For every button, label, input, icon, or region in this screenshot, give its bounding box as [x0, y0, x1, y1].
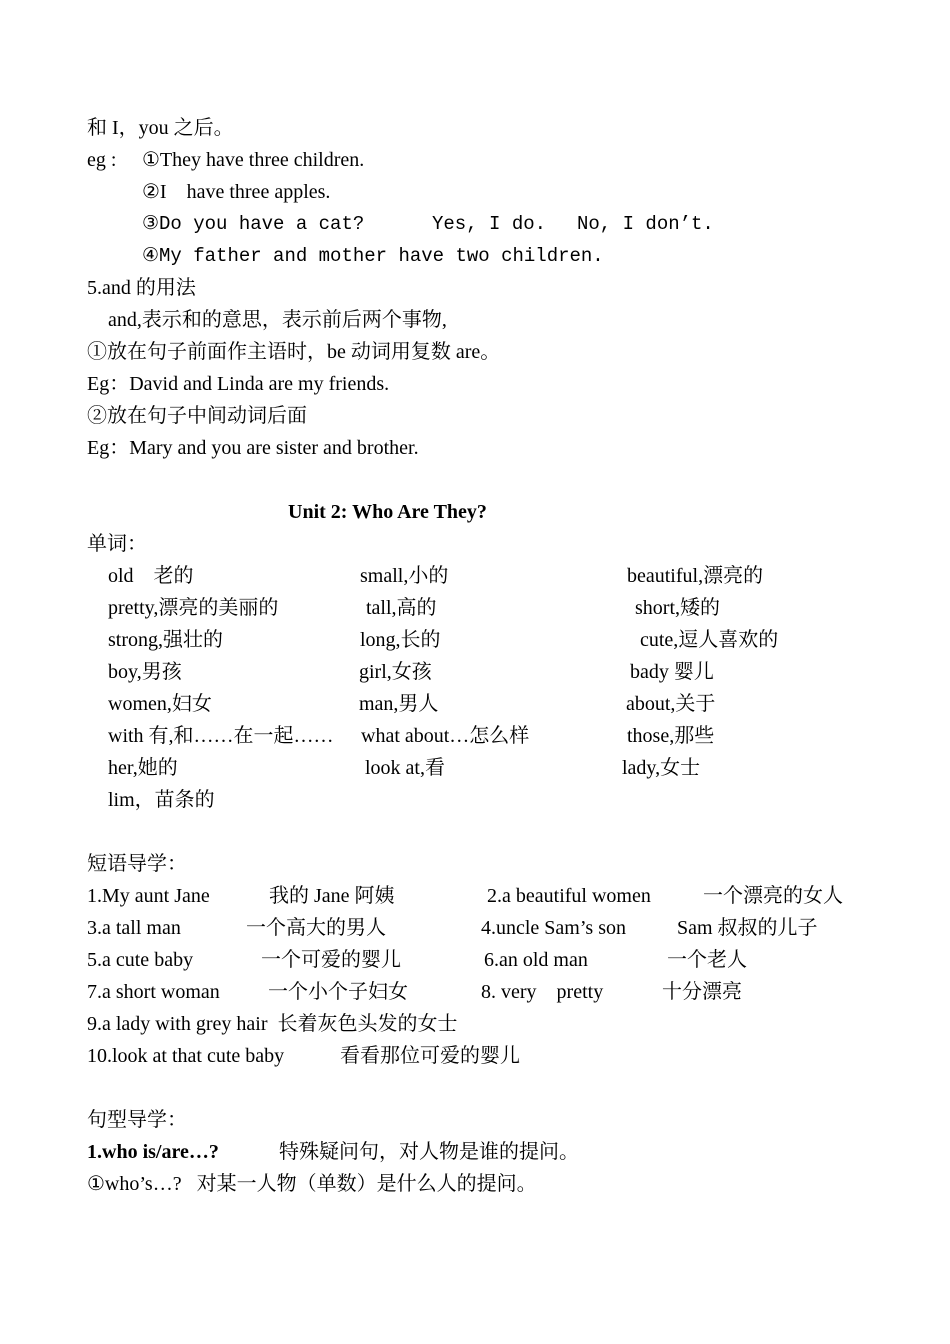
phrase-cn: 十分漂亮	[662, 981, 742, 1003]
phrase-en: 1.My aunt Jane	[87, 885, 210, 907]
vocab-word: strong,强壮的	[108, 629, 223, 651]
example-3-yes: Yes, I do.	[432, 213, 547, 235]
phrase-en: 5.a cute baby	[87, 949, 194, 971]
phrase-cn: 一个老人	[667, 949, 747, 971]
and-usage-title: 5.and 的用法	[87, 277, 196, 299]
vocab-word: pretty,漂亮的美丽的	[108, 597, 279, 619]
vocab-word: tall,高的	[366, 597, 437, 619]
example-2: ②I have three apples.	[142, 181, 331, 203]
vocab-word: old 老的	[108, 565, 194, 587]
vocab-word: about,关于	[626, 693, 716, 715]
vocab-word: girl,女孩	[359, 661, 432, 683]
phrase-en: 3.a tall man	[87, 917, 181, 939]
rule-2: ②放在句子中间动词后面	[87, 405, 307, 427]
vocab-word: those,那些	[627, 725, 715, 747]
vocab-word: short,矮的	[635, 597, 720, 619]
intro-line: 和 I，you 之后。	[87, 117, 234, 139]
phrase-cn: Sam 叔叔的儿子	[677, 917, 818, 939]
phrase-cn: 一个高大的男人	[246, 917, 386, 939]
rule-2-example: Eg：Mary and you are sister and brother.	[87, 437, 419, 459]
phrase-9: 9.a lady with grey hair 长着灰色头发的女士	[87, 1013, 458, 1035]
example-3-no: No, I don’t.	[577, 213, 714, 235]
phrase-en: 7.a short woman	[87, 981, 220, 1003]
phrase-en: 4.uncle Sam’s son	[481, 917, 626, 939]
vocab-word: what about…怎么样	[361, 725, 530, 747]
vocab-word: with 有,和……在一起……	[108, 725, 334, 747]
vocab-word: beautiful,漂亮的	[627, 565, 764, 587]
patterns-label: 句型导学：	[87, 1109, 187, 1131]
example-1: ①They have three children.	[142, 149, 365, 171]
phrase-en: 6.an old man	[484, 949, 588, 971]
rule-1: ①放在句子前面作主语时，be 动词用复数 are。	[87, 341, 501, 363]
phrase-cn: 一个可爱的婴儿	[261, 949, 401, 971]
vocab-word: lady,女士	[622, 757, 701, 779]
vocab-word: women,妇女	[108, 693, 212, 715]
phrase-en: 8. very pretty	[481, 981, 604, 1003]
vocab-word: look at,看	[365, 757, 445, 779]
vocab-word: man,男人	[359, 693, 439, 715]
rule-1-example: Eg：David and Linda are my friends.	[87, 373, 390, 395]
vocab-label: 单词：	[87, 533, 147, 555]
eg-label: eg :	[87, 149, 117, 171]
phrase-10-en: 10.look at that cute baby	[87, 1045, 285, 1067]
phrase-cn: 我的 Jane 阿姨	[269, 885, 395, 907]
pattern-1-en: 1.who is/are…?	[87, 1141, 219, 1163]
example-3-question: ③Do you have a cat?	[142, 213, 365, 235]
vocab-word: lim，苗条的	[108, 789, 215, 811]
pattern-1-cn: 特殊疑问句，对人物是谁的提问。	[279, 1141, 579, 1163]
vocab-word: small,小的	[360, 565, 449, 587]
vocab-word: bady 婴儿	[630, 661, 714, 683]
phrase-cn: 一个漂亮的女人	[703, 885, 843, 907]
vocab-word: long,长的	[360, 629, 441, 651]
unit-title: Unit 2: Who Are They?	[288, 501, 487, 523]
phrase-en: 2.a beautiful women	[487, 885, 651, 907]
phrase-cn: 一个小个子妇女	[268, 981, 408, 1003]
vocab-word: her,她的	[108, 757, 178, 779]
example-4: ④My father and mother have two children.	[142, 245, 604, 267]
vocab-word: boy,男孩	[108, 661, 182, 683]
and-description: and,表示和的意思，表示前后两个事物,	[108, 309, 447, 331]
phrases-label: 短语导学：	[87, 853, 187, 875]
pattern-1a: ①who’s…? 对某一人物（单数）是什么人的提问。	[87, 1173, 537, 1195]
phrase-10-cn: 看看那位可爱的婴儿	[340, 1045, 520, 1067]
vocab-word: cute,逗人喜欢的	[640, 629, 779, 651]
